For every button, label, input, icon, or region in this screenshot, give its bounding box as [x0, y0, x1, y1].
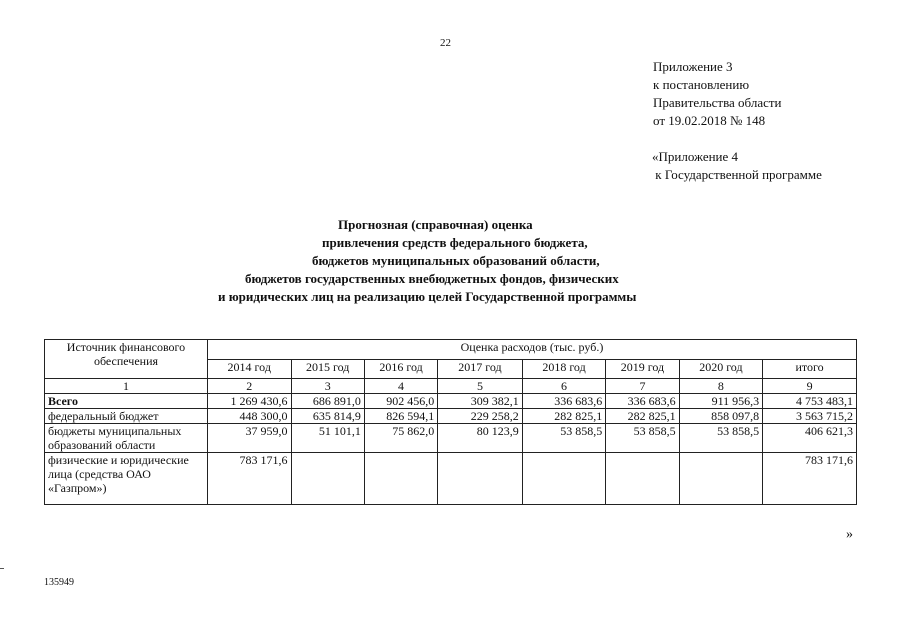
year-header: 2015 год [291, 359, 364, 379]
appendix-line: Приложение 3 [653, 59, 733, 74]
source-column-header: Источник финансового обеспечения [45, 340, 208, 379]
value-cell [679, 453, 763, 505]
page-number: 22 [440, 37, 451, 49]
estimate-column-header: Оценка расходов (тыс. руб.) [207, 340, 856, 360]
column-number: 7 [606, 379, 679, 394]
value-cell: 783 171,6 [207, 453, 291, 505]
year-header: 2020 год [679, 359, 763, 379]
value-cell: 53 858,5 [679, 424, 763, 453]
column-number: 1 [45, 379, 208, 394]
column-number: 5 [438, 379, 523, 394]
total-header: итого [763, 359, 857, 379]
value-cell: 53 858,5 [606, 424, 679, 453]
column-number-row [45, 379, 857, 394]
year-header: 2014 год [207, 359, 291, 379]
value-cell [606, 453, 679, 505]
appendix-line: Правительства области [653, 95, 782, 110]
value-cell: 902 456,0 [364, 394, 437, 409]
column-number: 3 [291, 379, 364, 394]
total-cell: 4 753 483,1 [763, 394, 857, 409]
table-row-individuals [45, 453, 857, 505]
value-cell: 309 382,1 [438, 394, 523, 409]
value-cell: 1 269 430,6 [207, 394, 291, 409]
value-cell: 75 862,0 [364, 424, 437, 453]
column-number: 2 [207, 379, 291, 394]
value-cell [291, 453, 364, 505]
quoted-appendix-line: «Приложение 4 [652, 149, 739, 164]
financing-table [44, 339, 857, 505]
row-source: физические и юридические лица (средства ОАО «Газпром») [45, 453, 208, 505]
value-cell: 80 123,9 [438, 424, 523, 453]
value-cell: 53 858,5 [522, 424, 606, 453]
total-cell: 3 563 715,2 [763, 409, 857, 424]
year-header: 2017 год [438, 359, 523, 379]
value-cell: 911 956,3 [679, 394, 763, 409]
appendix-reference [653, 58, 782, 130]
row-source: бюджеты муниципальных образований области [45, 424, 208, 453]
value-cell: 229 258,2 [438, 409, 523, 424]
title-line: бюджетов муниципальных образований области, [312, 253, 600, 268]
document-code: 135949 [44, 577, 74, 588]
value-cell: 448 300,0 [207, 409, 291, 424]
column-number: 4 [364, 379, 437, 394]
column-number: 8 [679, 379, 763, 394]
document-title [200, 216, 740, 306]
value-cell [364, 453, 437, 505]
value-cell [438, 453, 523, 505]
value-cell [522, 453, 606, 505]
table-row-total [45, 394, 857, 409]
value-cell: 635 814,9 [291, 409, 364, 424]
year-header: 2019 год [606, 359, 679, 379]
edge-mark [0, 568, 4, 569]
column-number: 9 [763, 379, 857, 394]
appendix-line: от 19.02.2018 № 148 [653, 113, 766, 128]
value-cell: 858 097,8 [679, 409, 763, 424]
title-line: бюджетов государственных внебюджетных фондов, физических [245, 271, 619, 286]
value-cell: 336 683,6 [522, 394, 606, 409]
quoted-appendix-line: к Государственной программе [652, 167, 822, 182]
value-cell: 686 891,0 [291, 394, 364, 409]
table-row-federal [45, 409, 857, 424]
value-cell: 282 825,1 [606, 409, 679, 424]
table-row-municipal [45, 424, 857, 453]
closing-quote: » [846, 527, 853, 542]
year-header: 2016 год [364, 359, 437, 379]
value-cell: 51 101,1 [291, 424, 364, 453]
column-number: 6 [522, 379, 606, 394]
value-cell: 826 594,1 [364, 409, 437, 424]
total-cell: 783 171,6 [763, 453, 857, 505]
total-cell: 406 621,3 [763, 424, 857, 453]
value-cell: 282 825,1 [522, 409, 606, 424]
value-cell: 336 683,6 [606, 394, 679, 409]
title-line: Прогнозная (справочная) оценка [338, 217, 533, 232]
quoted-appendix-reference [652, 148, 822, 184]
row-source: федеральный бюджет [45, 409, 208, 424]
value-cell: 37 959,0 [207, 424, 291, 453]
title-line: и юридических лиц на реализацию целей Государственной программы [218, 289, 637, 304]
year-header: 2018 год [522, 359, 606, 379]
title-line: привлечения средств федерального бюджета, [322, 235, 588, 250]
appendix-line: к постановлению [653, 77, 750, 92]
row-source: Всего [45, 394, 208, 409]
